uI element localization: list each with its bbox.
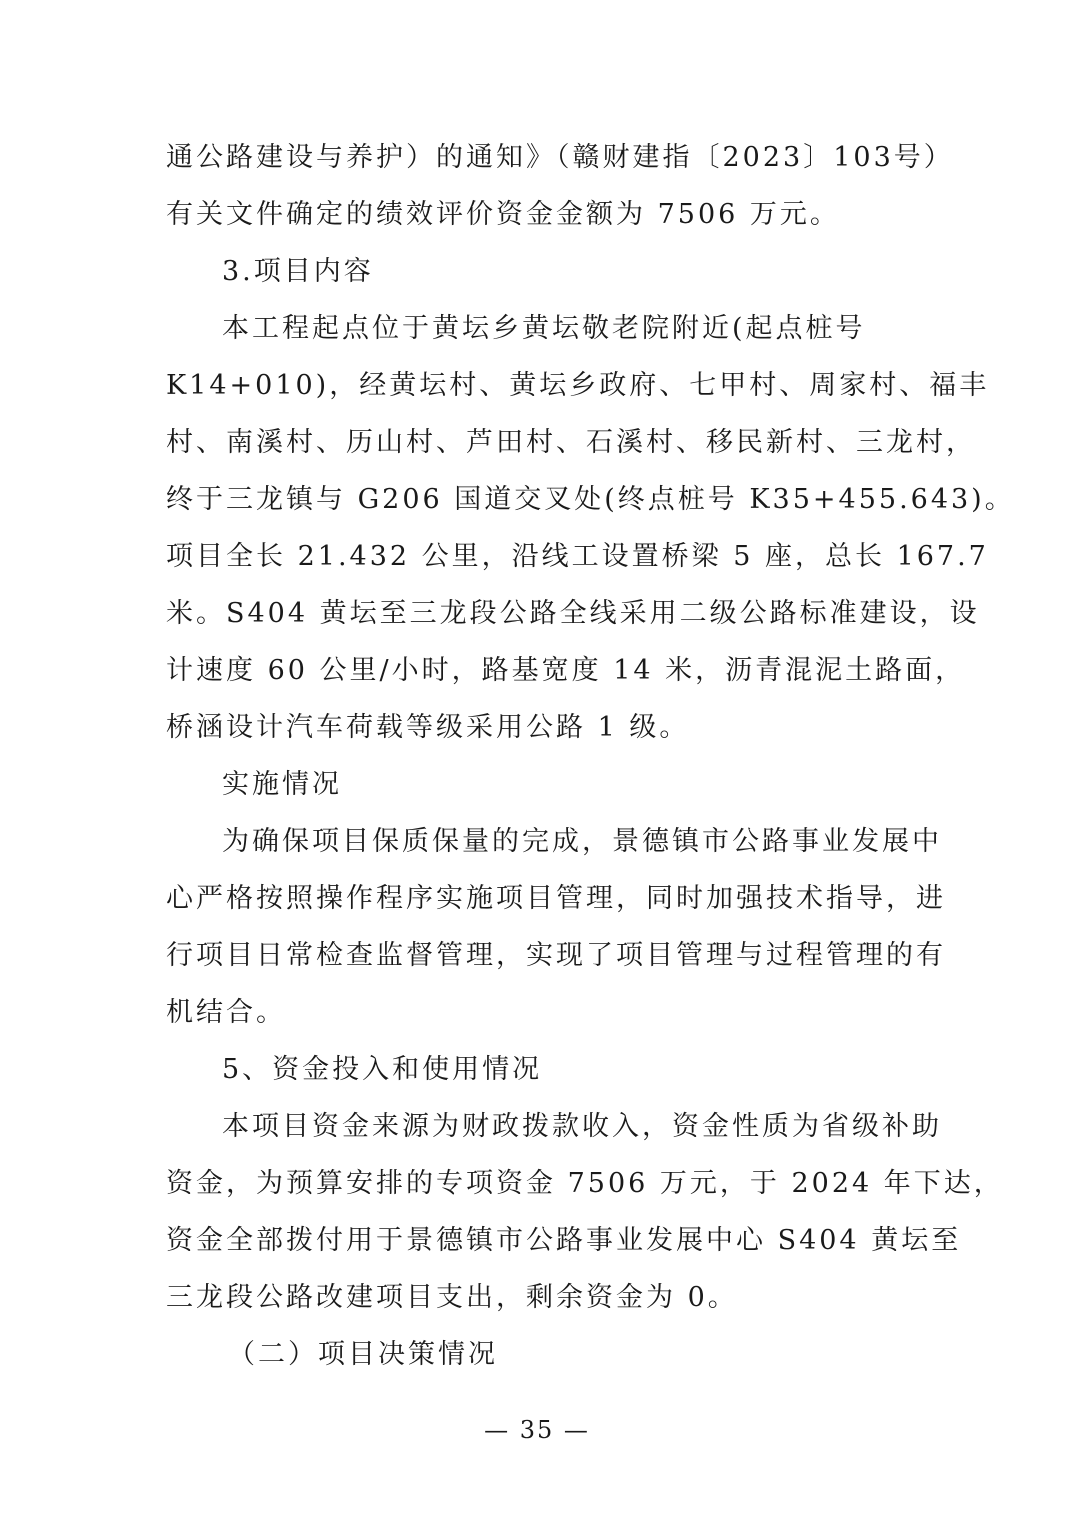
body-text-line: 心严格按照操作程序实施项目管理，同时加强技术指导，进 [166,883,946,914]
body-text-line: 村、南溪村、历山村、芦田村、石溪村、移民新村、三龙村， [166,427,976,458]
section-heading: 5、资金投入和使用情况 [222,1054,543,1085]
body-text-line: K14+010)，经黄坛村、黄坛乡政府、七甲村、周家村、福丰 [166,370,990,401]
page-number: — 35 — [484,1416,590,1444]
body-text-line: 三龙段公路改建项目支出，剩余资金为 0。 [166,1282,738,1313]
body-text-line: 资金全部拨付用于景德镇市公路事业发展中心 S404 黄坛至 [166,1225,962,1256]
body-text-line: 桥涵设计汽车荷载等级采用公路 1 级。 [166,712,690,743]
body-text-line: 计速度 60 公里/小时，路基宽度 14 米，沥青混泥土路面， [166,655,966,686]
section-heading: 3.项目内容 [222,256,374,287]
body-text-line: 米。S404 黄坛至三龙段公路全线采用二级公路标准建设，设 [166,598,980,629]
body-text-line: 有关文件确定的绩效评价资金金额为 7506 万元。 [166,199,840,230]
body-text-line: 本工程起点位于黄坛乡黄坛敬老院附近(起点桩号 [222,313,866,344]
body-text-line: 项目全长 21.432 公里，沿线工设置桥梁 5 座，总长 167.7 [166,541,989,572]
body-text-line: 终于三龙镇与 G206 国道交叉处(终点桩号 K35+455.643)。 [166,484,1015,515]
section-heading: （二）项目决策情况 [228,1339,498,1370]
body-text-line: 行项目日常检查监督管理，实现了项目管理与过程管理的有 [166,940,946,971]
body-text-line: 为确保项目保质保量的完成，景德镇市公路事业发展中 [222,826,942,857]
body-text-line: 资金，为预算安排的专项资金 7506 万元，于 2024 年下达， [166,1168,1004,1199]
section-heading: 实施情况 [222,769,342,800]
body-text-line: 本项目资金来源为财政拨款收入，资金性质为省级补助 [222,1111,942,1142]
body-text-line: 机结合。 [166,997,286,1028]
body-text-line: 通公路建设与养护）的通知》（赣财建指〔2023〕103号） [166,142,954,173]
